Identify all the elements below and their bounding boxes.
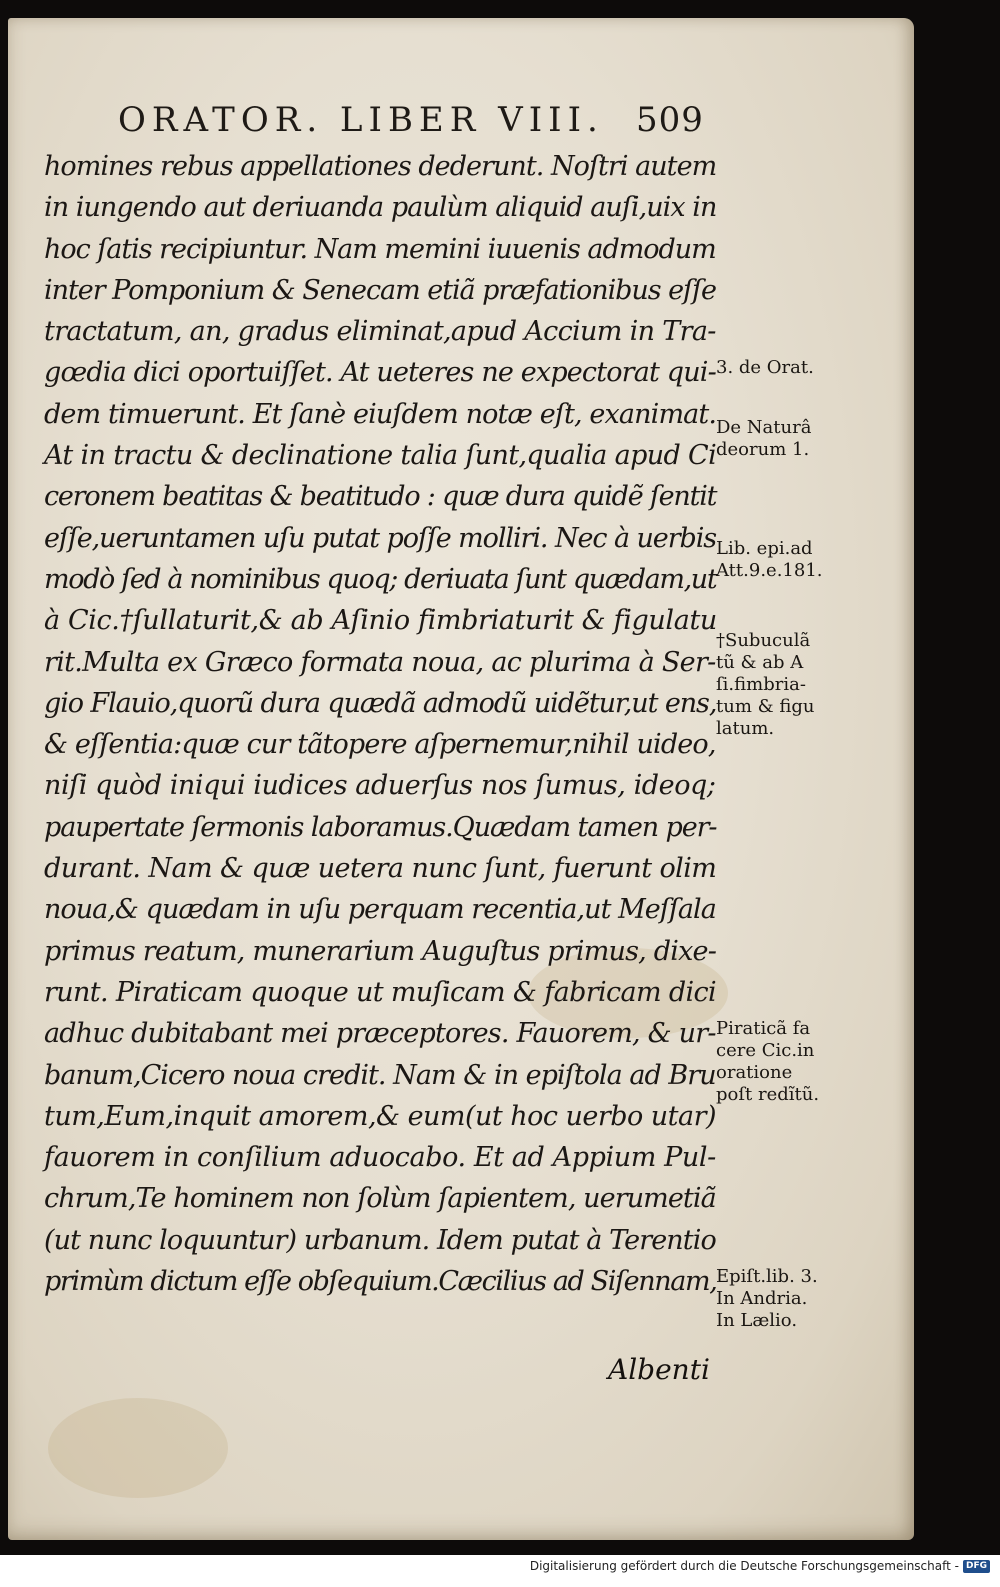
text-line: paupertate ſermonis laboramus.Quædam tamen per-	[44, 811, 717, 843]
text-line: primus reatum, munerarium Auguſtus primus, dixe-	[44, 935, 717, 967]
text-line: niſi quòd iniqui iudices aduerſus nos ſumus, ideoq;	[44, 770, 716, 802]
text-line: eſſe,ueruntamen uſu putat poſſe molliri. Nec à uerbis	[44, 522, 717, 554]
marginal-note-line: cere Cic.in	[716, 1040, 815, 1061]
marginal-note	[716, 357, 814, 379]
text-line: modò ſed à nominibus quoq; deriuata ſunt quædam,ut	[44, 563, 717, 595]
marginal-note-line: De Naturâ	[716, 417, 812, 438]
marginal-note-line: Epiſt.lib. 3.	[716, 1266, 818, 1287]
text-line: gio Flauio,quorũ dura quædã admodũ uidẽtur,ut ens,	[44, 687, 717, 719]
credit-text: Digitalisierung gefördert durch die Deutsche Forschungsgemeinschaft -	[529, 1559, 959, 1573]
marginal-note-line: tum & figu	[716, 696, 815, 717]
text-line: adhuc dubitabant mei præceptores. Fauorem, & ur-	[44, 1018, 716, 1050]
marginal-note	[716, 538, 823, 582]
text-line: hoc ſatis recipiuntur. Nam memini iuuenis admodum	[44, 233, 716, 265]
text-line: à Cic.†ſullaturit,& ab Aſinio fimbriaturit & figulatu	[44, 605, 717, 637]
text-line: in iungendo aut deriuanda paulùm aliquid auſi,uix in	[44, 192, 717, 224]
marginal-note-line: latum.	[716, 718, 775, 739]
marginal-note	[716, 1266, 818, 1332]
text-line: ceronem beatitas & beatitudo : quæ dura quidẽ ſentit	[44, 481, 717, 513]
text-line: inter Pomponium & Senecam etiã præfationibus eſſe	[44, 274, 716, 306]
text-line: gœdia dici oportuiſſet. At ueteres ne expectorat qui-	[44, 357, 716, 389]
page-stain	[48, 1398, 228, 1498]
text-line: tractatum, an, gradus eliminat,apud Accium in Tra-	[44, 316, 716, 348]
marginal-note-line: Att.9.e.181.	[716, 560, 823, 581]
text-line: (ut nunc loquuntur) urbanum. Idem putat à Terentio	[44, 1224, 716, 1256]
main-text	[44, 146, 724, 1302]
marginal-note-line: oratione	[716, 1062, 793, 1083]
marginal-note-line: tũ & ab A	[716, 652, 804, 673]
text-line: noua,& quædam in uſu perquam recentia,ut Meſſala	[44, 894, 716, 926]
folio-number: 509	[636, 100, 704, 140]
dfg-logo: DFG	[963, 1560, 990, 1573]
marginal-note-line: poſt redĩtũ.	[716, 1084, 820, 1105]
running-header	[118, 100, 704, 140]
text-line: fauorem in conſilium aduocabo. Et ad Appium Pul-	[44, 1142, 716, 1174]
text-line: primùm dictum eſſe obſequium.Cæcilius ad Siſennam,	[44, 1266, 717, 1298]
marginal-note	[716, 417, 811, 461]
marginal-note-line: 3. de Orat.	[716, 357, 814, 378]
text-line: banum,Cicero noua credit. Nam & in epiſtola ad Bru	[44, 1059, 716, 1091]
digitization-credit	[530, 1556, 990, 1576]
text-line: runt. Piraticam quoque ut muſicam & fabricam dici	[44, 976, 717, 1008]
marginal-note-line: In Andria.	[716, 1288, 808, 1309]
text-line: dem timuerunt. Et ſanè eiuſdem notæ eſt, exanimat.	[44, 398, 717, 430]
marginal-note-line: In Lælio.	[716, 1310, 798, 1331]
text-line: At in tractu & declinatione talia ſunt,qualia apud Ci	[44, 440, 717, 472]
text-line: & eſſentia:quæ cur tãtopere aſpernemur,nihil uideo,	[44, 729, 716, 761]
running-title: ORATOR. LIBER VIII.	[118, 100, 604, 140]
text-line: tum,Eum,inquit amorem,& eum(ut hoc uerbo utar)	[44, 1100, 716, 1132]
text-line: homines rebus appellationes dederunt. Noſtri autem	[44, 151, 717, 182]
catchword: Albenti	[608, 1353, 710, 1386]
marginal-note-line: Lib. epi.ad	[716, 538, 813, 559]
text-line: rit.Multa ex Græco formata noua, ac plurima à Ser-	[44, 646, 716, 678]
marginal-note-line: ſi.fimbria-	[716, 674, 806, 695]
marginal-note-line: †Subuculã	[716, 630, 811, 651]
marginal-note-line: Piraticã fa	[716, 1018, 811, 1039]
marginal-note	[716, 1018, 819, 1106]
text-line: durant. Nam & quæ uetera nunc ſunt, fuerunt olim	[44, 853, 717, 885]
marginal-note	[716, 630, 814, 740]
text-line: chrum,Te hominem non ſolùm ſapientem, uerumetiã	[44, 1183, 716, 1215]
marginal-note-line: deorum 1.	[716, 439, 810, 460]
